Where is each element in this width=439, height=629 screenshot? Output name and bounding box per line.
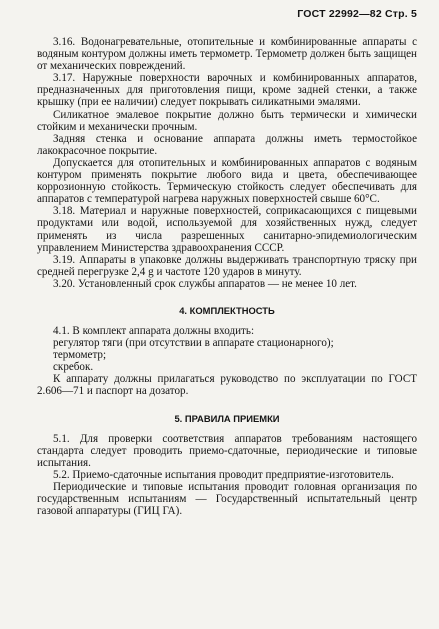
paragraph-5-2: 5.2. Приемо-сдаточные испытания проводит предприятие-изготовитель.: [53, 468, 394, 481]
paragraph-3-17: 3.17. Наружные поверхности варочных и комбинированных аппаратов, предназначенных для приготовления пищи, кроме задней стенки, а также крышку (при ее наличии) следует покрывать силикатными эмалями.: [37, 72, 417, 109]
list-item: регулятор тяги (при отсутствии в аппарате стационарного);: [53, 337, 334, 350]
paragraph-test-org: Периодические и типовые испытания проводит головная организация по государственным испытаниям — Государственный испытательный центр газовой аппаратуры (ГИЦ ГА).: [37, 480, 417, 518]
paragraph-3-18: 3.18. Материал и наружные поверхностей, соприкасающихся с пищевыми продуктами или водой, используемой для хозяйственных нужд, следует применять из числа разрешенных санитарно-эпидемиологическим управлением Министерства здравоохранения СССР.: [37, 205, 417, 254]
list-item: термометр;: [53, 349, 107, 362]
paragraph-3-20: 3.20. Установленный срок службы аппаратов — не менее 10 лет.: [53, 277, 357, 290]
paragraph-enamel: Силикатное эмалевое покрытие должно быть термически и химически стойким и механически прочным.: [37, 108, 417, 133]
paragraph-back-wall: Задняя стенка и основание аппарата должны иметь термостойкое лакокрасочное покрытие.: [37, 132, 417, 157]
section-4-title: 4. КОМПЛЕКТНОСТЬ: [179, 304, 275, 316]
section-5-title: 5. ПРАВИЛА ПРИЕМКИ: [174, 412, 280, 424]
page-header: ГОСТ 22992—82 Стр. 5: [297, 8, 417, 20]
paragraph-5-1: 5.1. Для проверки соответствия аппаратов требованиям настоящего стандарта следует проводить приемо-сдаточные, периодические и типовые испытания.: [37, 432, 417, 469]
paragraph-3-16: 3.16. Водонагревательные, отопительные и комбинированные аппараты с водяным контуром должны иметь термометр. Термометр должен быть защищен от механических повреждений.: [37, 36, 417, 73]
section-4-outro: К аппарату должны прилагаться руководство по эксплуатации по ГОСТ 2.606—71 и паспорт на дозатор.: [37, 373, 417, 398]
paragraph-3-19: 3.19. Аппараты в упаковке должны выдерживать транспортную тряску при средней перегрузке 2,4 g и частоте 120 ударов в минуту.: [37, 253, 417, 278]
paragraph-coating: Допускается для отопительных и комбинированных аппаратов с водяным контуром применять покрытие любого вида и цвета, обеспечивающее коррозионную стойкость. Термическую стойкость следует обеспечивать для аппаратов с температурой нагрева наружных поверхностей свыше 60°С.: [37, 156, 417, 206]
list-item: скребок.: [53, 361, 94, 374]
page-content: [37, 36, 417, 517]
section-4-intro: 4.1. В комплект аппарата должны входить:: [53, 324, 255, 337]
